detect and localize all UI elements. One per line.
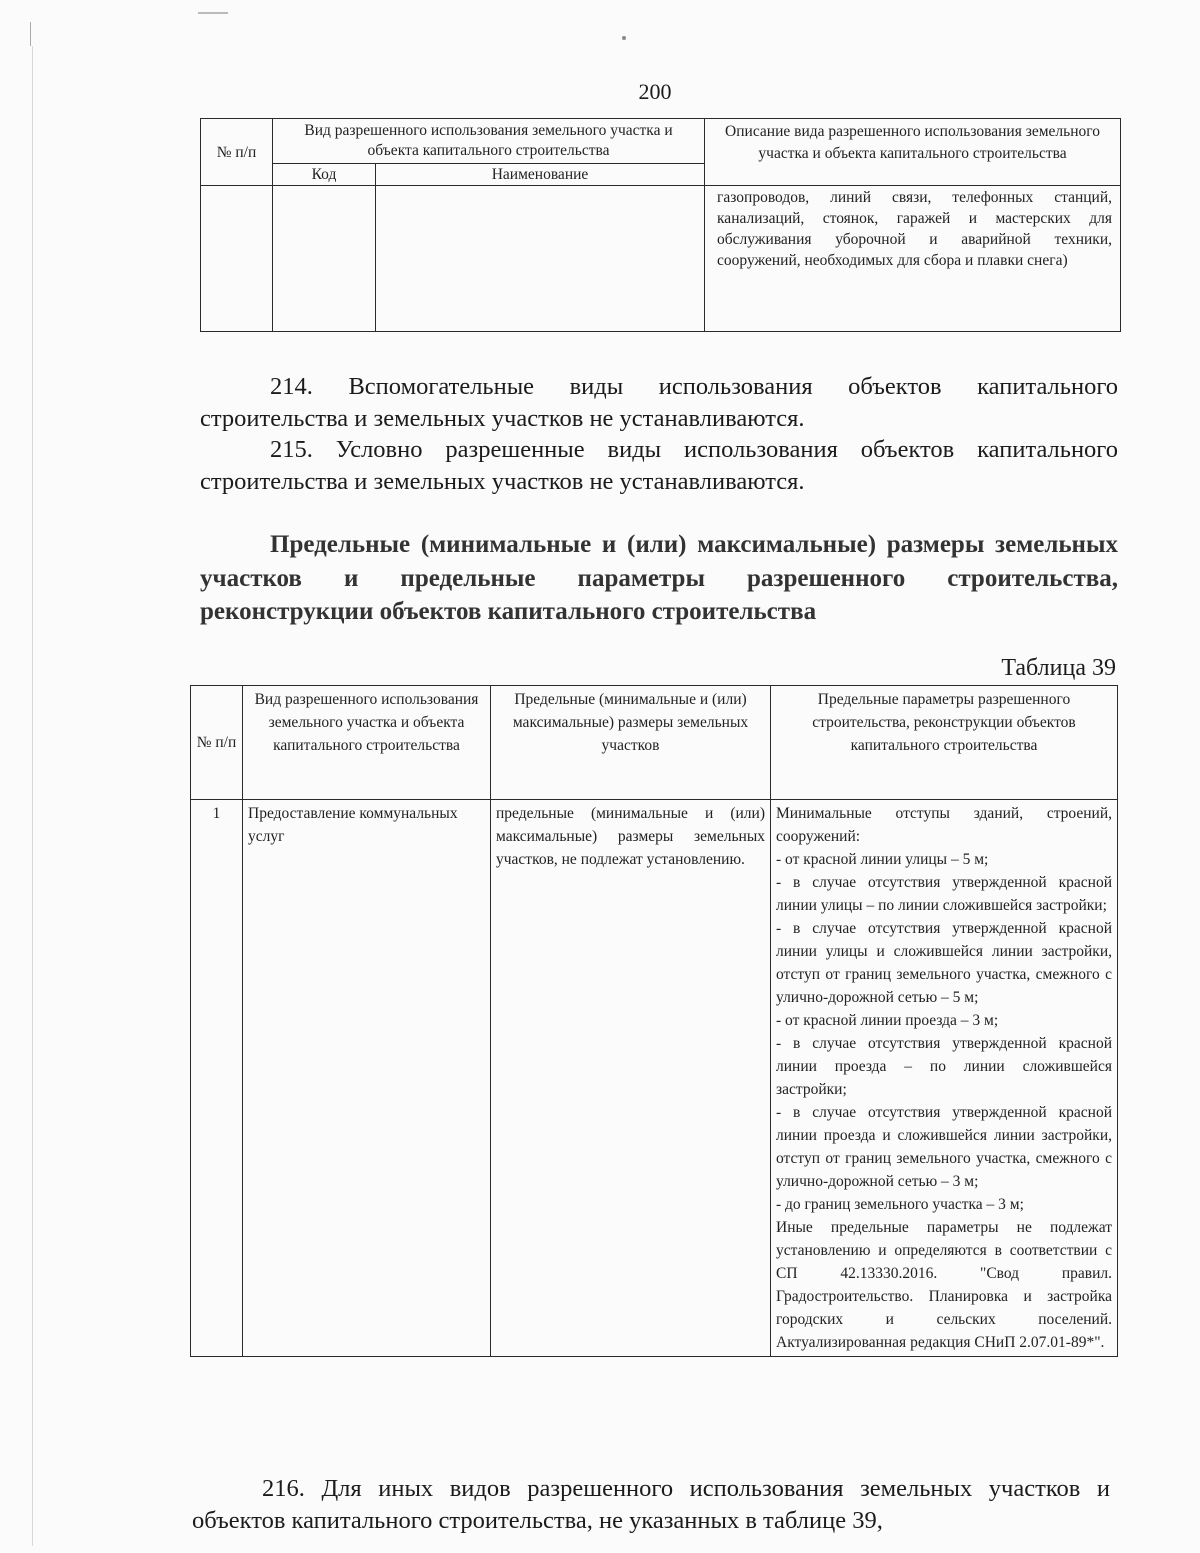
param-line: - в случае отсутствия утвержденной красной линии проезда и сложившейся линии застройки, отступ от границ земельного участка, смежного с улично-дорожной сетью – 3 м;: [776, 1104, 1112, 1190]
paragraph-214-text: Вспомогательные виды использования объектов капитального строительства и земельных участков не устанавливаются.: [200, 373, 1119, 432]
table1-header-group: Вид разрешенного использования земельного участка и объекта капитального строительства: [273, 119, 705, 164]
table2-row-params: [771, 800, 1118, 1357]
table2-header-num: № п/п: [191, 686, 243, 800]
param-line: - в случае отсутствия утвержденной красной линии улицы и сложившейся линии застройки, отступ от границ земельного участка, смежного с улично-дорожной сетью – 5 м;: [776, 920, 1112, 1006]
table2-row-sizes: предельные (минимальные и (или) максимальные) размеры земельных участков, не подлежат установлению.: [491, 800, 771, 1357]
table1-row-description: газопроводов, линий связи, телефонных станций, канализаций, стоянок, гаражей и мастерских для обслуживания уборочной и аварийной техники, сооружений, необходимых для сбора и плавки снега): [705, 186, 1121, 332]
param-line: Иные предельные параметры не подлежат установлению и определяются в соответствии с СП 42.13330.2016. "Свод правил. Градостроительство. Планировка и застройка городских и сельских поселений. Актуализированная редакция СНиП 2.07.01-89*".: [776, 1219, 1112, 1351]
paragraph-216: [192, 1473, 1110, 1536]
paragraph-215: [200, 434, 1118, 497]
table1-header-code: Код: [273, 164, 376, 186]
table-row: [201, 186, 1121, 332]
scan-top-mark: [198, 12, 228, 14]
table-row: [191, 800, 1118, 1357]
table1-row-num: [201, 186, 273, 332]
paragraph-214-number: 214.: [270, 373, 313, 400]
table2-row-num: 1: [191, 800, 243, 1357]
paragraph-216-number: 216.: [262, 1475, 305, 1502]
page-number: 200: [638, 79, 672, 104]
table1-row-code: [273, 186, 376, 332]
section-heading: [200, 528, 1118, 629]
table2-header-params: Предельные параметры разрешенного строительства, реконструкции объектов капитального строительства: [771, 686, 1118, 800]
table1-row-name: [376, 186, 705, 332]
scan-dot: [622, 36, 626, 40]
param-line: - от красной линии улицы – 5 м;: [776, 851, 989, 868]
param-line: Минимальные отступы зданий, строений, сооружений:: [776, 805, 1112, 845]
table1-header-description: Описание вида разрешенного использования земельного участка и объекта капитального строительства: [705, 119, 1121, 186]
paragraph-214: [200, 371, 1118, 434]
table1-header-name: Наименование: [376, 164, 705, 186]
table-caption: Таблица 39: [1001, 655, 1116, 681]
table2-header-sizes: Предельные (минимальные и (или) максимальные) размеры земельных участков: [491, 686, 771, 800]
table-continuation: [200, 118, 1121, 332]
table2-row-use: Предоставление коммунальных услуг: [243, 800, 491, 1357]
table2-header-use: Вид разрешенного использования земельного участка и объекта капитального строительства: [243, 686, 491, 800]
section-heading-text: Предельные (минимальные и (или) максимальные) размеры земельных участков и предельные параметры разрешенного строительства, реконструкции объектов капитального строительства: [200, 531, 1118, 625]
param-line: - в случае отсутствия утвержденной красной линии проезда – по линии сложившейся застройки;: [776, 1035, 1112, 1098]
scan-left-edge: [32, 46, 33, 1546]
param-line: - в случае отсутствия утвержденной красной линии улицы – по линии сложившейся застройки;: [776, 874, 1112, 914]
table-39: [190, 685, 1118, 1357]
paragraph-216-text: Для иных видов разрешенного использования земельных участков и объектов капитального строительства, не указанных в таблице 39,: [192, 1475, 1110, 1534]
param-line: - до границ земельного участка – 3 м;: [776, 1196, 1024, 1213]
scan-corner-mark: [30, 22, 61, 46]
param-line: - от красной линии проезда – 3 м;: [776, 1012, 999, 1029]
paragraph-215-text: Условно разрешенные виды использования объектов капитального строительства и земельных участков не устанавливаются.: [200, 436, 1118, 495]
table1-header-num: № п/п: [201, 119, 273, 186]
paragraph-215-number: 215.: [270, 436, 313, 463]
